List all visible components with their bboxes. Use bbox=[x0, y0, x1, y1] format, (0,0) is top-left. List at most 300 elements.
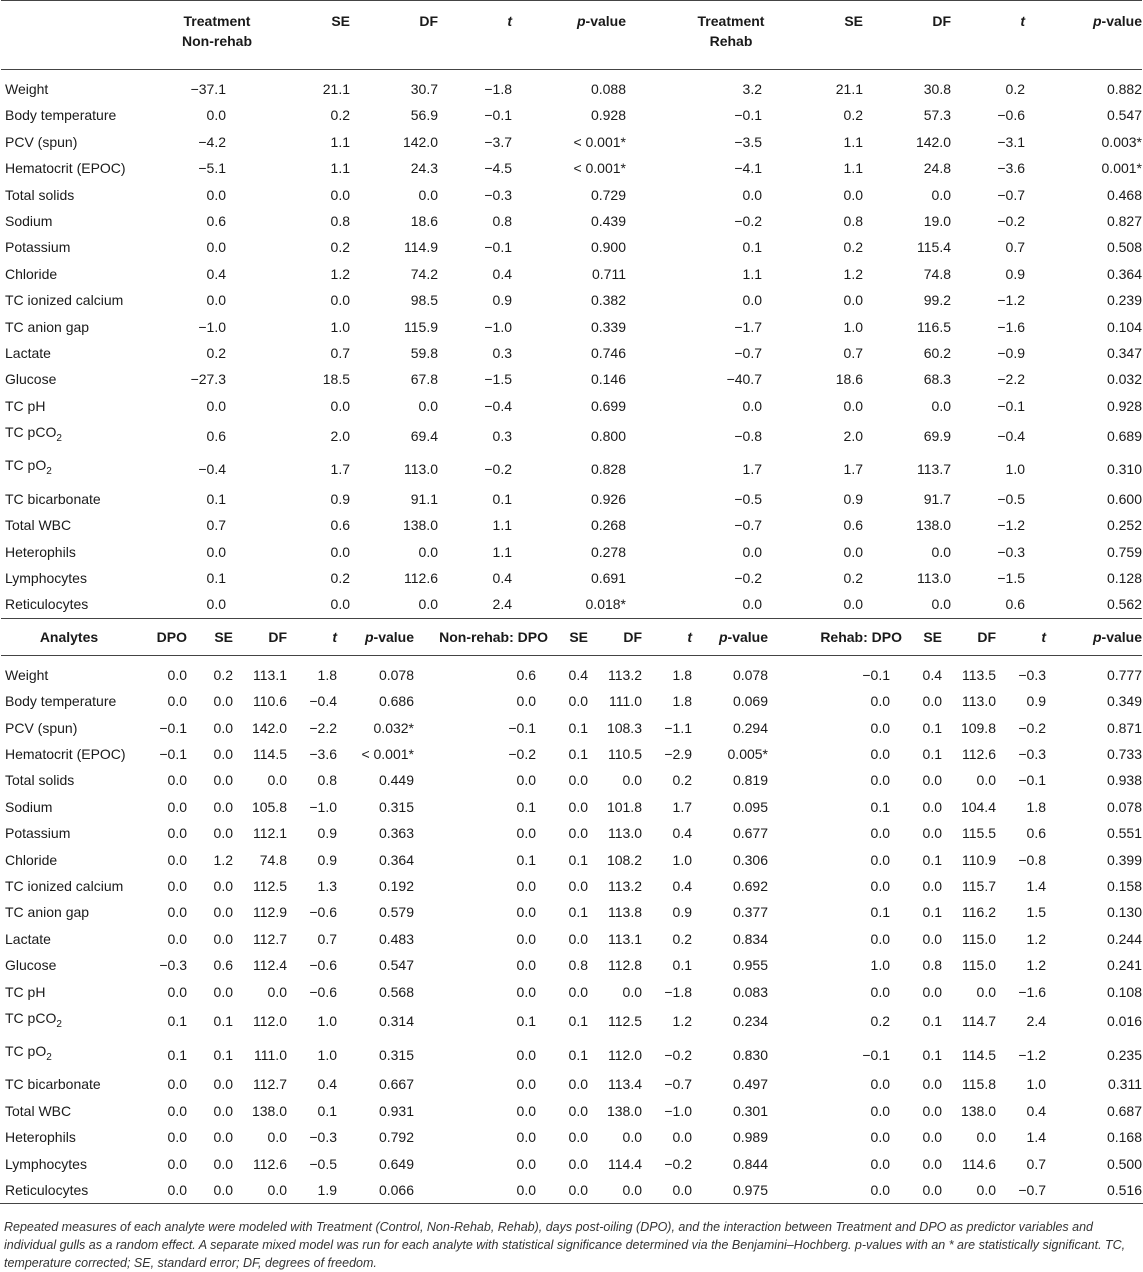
table-cell: −2.2 bbox=[309, 719, 337, 736]
table-cell: 1.2 bbox=[1026, 930, 1046, 947]
table-row bbox=[1, 767, 1142, 793]
analyte-subscript: 2 bbox=[56, 433, 62, 445]
table-cell: 0.104 bbox=[1106, 318, 1142, 335]
table-cell: 2.0 bbox=[330, 427, 350, 444]
table-cell: 0.928 bbox=[590, 107, 626, 124]
table-cell: 0.0 bbox=[206, 292, 226, 309]
table-cell: 0.691 bbox=[590, 569, 626, 586]
table-cell: 0.315 bbox=[378, 1046, 414, 1063]
table-cell: 0.1 bbox=[742, 239, 762, 256]
table-cell: 67.8 bbox=[410, 371, 438, 388]
table-row bbox=[1, 486, 1142, 512]
table-cell: 0.1 bbox=[167, 1013, 187, 1030]
analyte-label: TC ionized calcium bbox=[5, 292, 124, 309]
table-cell: −0.3 bbox=[997, 543, 1025, 560]
table-cell: 1.8 bbox=[1026, 798, 1046, 815]
table-cell: 0.0 bbox=[931, 186, 951, 203]
table-cell: 0.0 bbox=[418, 543, 438, 560]
table-cell: 2.4 bbox=[1026, 1013, 1046, 1030]
table-cell: −1.0 bbox=[198, 318, 226, 335]
analyte-name bbox=[1, 820, 137, 846]
header-df: DF bbox=[350, 1, 438, 70]
analyte-name bbox=[1, 1005, 137, 1038]
table-cell: 0.005* bbox=[727, 745, 768, 762]
table-cell: 0.0 bbox=[516, 983, 536, 1000]
table-row bbox=[1, 820, 1142, 846]
table-cell: 0.078 bbox=[378, 666, 414, 683]
table-cell: −2.9 bbox=[664, 745, 692, 762]
table-cell: −4.5 bbox=[484, 160, 512, 177]
table-cell: 0.278 bbox=[590, 543, 626, 560]
table-cell: 0.7 bbox=[843, 345, 863, 362]
table-cell: 0.0 bbox=[931, 596, 951, 613]
table-cell: −1.2 bbox=[997, 517, 1025, 534]
header-treatment-nonrehab bbox=[157, 1, 252, 70]
analyte-name bbox=[1, 1124, 137, 1150]
analyte-name bbox=[1, 155, 157, 181]
table-cell: 112.5 bbox=[253, 877, 287, 894]
analyte-name bbox=[1, 767, 137, 793]
table-cell: < 0.001* bbox=[573, 133, 626, 150]
table-row bbox=[1, 452, 1142, 485]
table-cell: 0.244 bbox=[1106, 930, 1142, 947]
header-t: t bbox=[438, 1, 512, 70]
table-cell: 0.0 bbox=[516, 957, 536, 974]
table-cell: 0.0 bbox=[922, 1129, 942, 1146]
table-cell: 0.0 bbox=[568, 772, 588, 789]
analyte-label: TC pH bbox=[5, 983, 46, 1000]
table-cell: 98.5 bbox=[410, 292, 438, 309]
table-cell: 0.4 bbox=[492, 265, 512, 282]
table-cell: 0.0 bbox=[516, 1076, 536, 1093]
table-cell: 0.6 bbox=[213, 957, 233, 974]
table-cell: 0.819 bbox=[732, 772, 768, 789]
table-cell: 0.777 bbox=[1106, 666, 1142, 683]
table-cell: 1.1 bbox=[843, 160, 863, 177]
treatment-effects-table bbox=[1, 0, 1142, 618]
table-cell: 0.315 bbox=[378, 798, 414, 815]
table-cell: 0.0 bbox=[330, 543, 350, 560]
table-cell: 69.4 bbox=[410, 427, 438, 444]
table-cell: 115.0 bbox=[962, 930, 996, 947]
table-cell: 142.0 bbox=[402, 133, 438, 150]
table-cell: 0.4 bbox=[492, 569, 512, 586]
table-cell: −4.2 bbox=[198, 133, 226, 150]
table-cell: 24.8 bbox=[923, 160, 951, 177]
table-cell: 1.0 bbox=[317, 1046, 337, 1063]
table-cell: 0.2 bbox=[843, 569, 863, 586]
table-cell: 0.562 bbox=[1106, 596, 1142, 613]
table-cell: 0.677 bbox=[732, 825, 768, 842]
table-cell: −1.2 bbox=[997, 292, 1025, 309]
table-cell: 0.364 bbox=[1106, 265, 1142, 282]
table-cell: 0.078 bbox=[1106, 798, 1142, 815]
table-cell: 112.9 bbox=[253, 904, 287, 921]
table-cell: 113.0 bbox=[404, 460, 438, 477]
table-cell: 68.3 bbox=[923, 371, 951, 388]
table-row bbox=[1, 366, 1142, 392]
table-cell: 0.0 bbox=[870, 851, 890, 868]
table-cell: 0.8 bbox=[922, 957, 942, 974]
table-cell: 112.7 bbox=[253, 930, 287, 947]
table-cell: 2.0 bbox=[843, 427, 863, 444]
table-cell: 0.687 bbox=[1106, 1102, 1142, 1119]
table-cell: 1.0 bbox=[317, 1013, 337, 1030]
table-cell: 30.7 bbox=[410, 81, 438, 97]
table-cell: −1.7 bbox=[734, 318, 762, 335]
table-cell: 0.0 bbox=[167, 825, 187, 842]
table-cell: 0.2 bbox=[843, 239, 863, 256]
analyte-name bbox=[1, 340, 157, 366]
table-cell: −37.1 bbox=[190, 81, 226, 97]
header-blank bbox=[1, 1, 157, 70]
analyte-name bbox=[1, 314, 157, 340]
table-cell: 0.0 bbox=[206, 107, 226, 124]
table-row bbox=[1, 261, 1142, 287]
table-cell: 0.871 bbox=[1106, 719, 1142, 736]
table-cell: 0.0 bbox=[922, 877, 942, 894]
table-cell: 0.1 bbox=[206, 569, 226, 586]
analyte-label: Total solids bbox=[5, 186, 75, 203]
table-cell: 0.032* bbox=[373, 719, 414, 736]
table-cell: 0.0 bbox=[330, 292, 350, 309]
analyte-name bbox=[1, 539, 157, 565]
analyte-label: TC pCO bbox=[5, 424, 57, 441]
analyte-label: TC anion gap bbox=[5, 318, 90, 335]
analyte-name bbox=[1, 794, 137, 820]
analyte-name bbox=[1, 715, 137, 741]
table-cell: 0.8 bbox=[568, 957, 588, 974]
table-cell: 1.7 bbox=[330, 460, 350, 477]
table-cell: 1.7 bbox=[742, 460, 762, 477]
table-cell: −0.6 bbox=[309, 904, 337, 921]
table-cell: 114.6 bbox=[962, 1155, 996, 1172]
table-cell: 0.0 bbox=[213, 1076, 233, 1093]
table-cell: 0.0 bbox=[843, 186, 863, 203]
table-cell: 91.7 bbox=[923, 490, 951, 507]
table-row bbox=[1, 182, 1142, 208]
analyte-label: PCV (spun) bbox=[5, 719, 78, 736]
table-row bbox=[1, 314, 1142, 340]
table-row bbox=[1, 393, 1142, 419]
table-cell: 115.4 bbox=[917, 239, 951, 256]
table-cell: −1.6 bbox=[1018, 983, 1046, 1000]
table-cell: 0.0 bbox=[922, 1155, 942, 1172]
table-cell: 0.066 bbox=[378, 1182, 414, 1199]
table-cell: 57.3 bbox=[923, 107, 951, 124]
table-cell: −0.2 bbox=[734, 569, 762, 586]
header-dpo: DPO bbox=[137, 618, 187, 655]
analyte-label: TC bicarbonate bbox=[5, 1076, 101, 1093]
table-cell: 1.9 bbox=[317, 1182, 337, 1199]
table-cell: 0.1 bbox=[206, 490, 226, 507]
table-cell: 0.1 bbox=[516, 1013, 536, 1030]
header-treatment-rehab bbox=[626, 1, 772, 70]
table-cell: 0.2 bbox=[330, 239, 350, 256]
table-cell: −0.1 bbox=[862, 1046, 890, 1063]
analyte-name bbox=[1, 366, 157, 392]
table-cell: 0.508 bbox=[1106, 239, 1142, 256]
analyte-label: Heterophils bbox=[5, 1129, 76, 1146]
table-cell: 0.0 bbox=[742, 596, 762, 613]
table-cell: 114.5 bbox=[253, 745, 287, 762]
table-cell: 0.1 bbox=[922, 719, 942, 736]
table-cell: 1.7 bbox=[843, 460, 863, 477]
table-cell: 0.926 bbox=[590, 490, 626, 507]
table-cell: 114.9 bbox=[404, 239, 438, 256]
table-cell: 0.310 bbox=[1106, 460, 1142, 477]
table-cell: 0.0 bbox=[167, 1182, 187, 1199]
header-se-rehab: SE bbox=[772, 1, 863, 70]
table-footnote: Repeated measures of each analyte were modeled with Treatment (Control, Non-Rehab, Rehab), days post-oiling (DPO), and the interaction between Treatment and DPO as predictor variables and individual gulls as a random effect. A separate mixed model was run for each analyte with statistical significance determined via the Benjamini–Hochberg. p-values with an * are statistically significant. TC, temperature corrected; SE, standard error; DF, degrees of freedom. bbox=[4, 1220, 1126, 1271]
table-cell: 0.0 bbox=[568, 1076, 588, 1093]
table-cell: 113.2 bbox=[608, 666, 642, 683]
table-cell: 0.234 bbox=[732, 1013, 768, 1030]
table-cell: 0.0 bbox=[516, 1129, 536, 1146]
table-cell: 30.8 bbox=[923, 81, 951, 97]
table-cell: 0.4 bbox=[317, 1076, 337, 1093]
table-cell: 0.468 bbox=[1106, 186, 1142, 203]
table-cell: 113.0 bbox=[608, 825, 642, 842]
table-cell: 1.1 bbox=[742, 265, 762, 282]
table-cell: 0.0 bbox=[870, 693, 890, 710]
table-cell: 18.6 bbox=[835, 371, 863, 388]
table-cell: 0.0 bbox=[622, 1182, 642, 1199]
table-cell: −4.1 bbox=[734, 160, 762, 177]
table-cell: 1.0 bbox=[330, 318, 350, 335]
header-treatment-nonrehab-line1: Treatment bbox=[183, 13, 251, 29]
table-cell: 112.1 bbox=[253, 825, 287, 842]
table-cell: 0.0 bbox=[922, 693, 942, 710]
table-cell: 0.0 bbox=[568, 983, 588, 1000]
table-cell: −1.1 bbox=[664, 719, 692, 736]
table-cell: 138.0 bbox=[251, 1102, 287, 1119]
dpo-effects-table bbox=[1, 618, 1142, 1204]
table-cell: 0.095 bbox=[732, 798, 768, 815]
table-cell: 114.5 bbox=[962, 1046, 996, 1063]
table-cell: 0.579 bbox=[378, 904, 414, 921]
analyte-name bbox=[1, 1071, 137, 1097]
analyte-name bbox=[1, 512, 157, 538]
table-cell: 1.8 bbox=[317, 666, 337, 683]
table-cell: 0.6 bbox=[206, 427, 226, 444]
table-cell: 0.6 bbox=[206, 213, 226, 230]
header-p-value: p-value bbox=[512, 1, 626, 70]
table-cell: 0.314 bbox=[378, 1013, 414, 1030]
table-cell: 0.989 bbox=[732, 1129, 768, 1146]
table-cell: 112.5 bbox=[608, 1013, 642, 1030]
table-row bbox=[1, 1038, 1142, 1071]
table-cell: 0.1 bbox=[870, 904, 890, 921]
analyte-label: Reticulocytes bbox=[5, 596, 89, 613]
table-cell: 113.0 bbox=[917, 569, 951, 586]
table-row bbox=[1, 591, 1142, 617]
table-cell: 112.7 bbox=[253, 1076, 287, 1093]
table-cell: 1.1 bbox=[492, 543, 512, 560]
table-cell: 0.689 bbox=[1106, 427, 1142, 444]
table-cell: −0.3 bbox=[1018, 745, 1046, 762]
table-cell: 0.0 bbox=[206, 397, 226, 414]
table-cell: −0.3 bbox=[309, 1129, 337, 1146]
table-cell: 142.0 bbox=[915, 133, 951, 150]
table-cell: 0.6 bbox=[1005, 596, 1025, 613]
table-cell: 0.0 bbox=[213, 1182, 233, 1199]
table-cell: 0.0 bbox=[922, 1076, 942, 1093]
table-cell: 0.0 bbox=[870, 983, 890, 1000]
table-cell: 0.0 bbox=[568, 693, 588, 710]
table-cell: 0.7 bbox=[317, 930, 337, 947]
table-cell: 0.0 bbox=[167, 983, 187, 1000]
table-cell: 0.349 bbox=[1106, 693, 1142, 710]
table-cell: 0.1 bbox=[922, 1013, 942, 1030]
table-cell: 0.9 bbox=[317, 851, 337, 868]
table-cell: 0.0 bbox=[922, 798, 942, 815]
table-cell: −0.2 bbox=[997, 213, 1025, 230]
table-cell: 59.8 bbox=[410, 345, 438, 362]
table-cell: 0.083 bbox=[732, 983, 768, 1000]
table-cell: 0.0 bbox=[976, 1129, 996, 1146]
table-cell: −3.6 bbox=[309, 745, 337, 762]
table-row bbox=[1, 512, 1142, 538]
analyte-label: Hematocrit (EPOC) bbox=[5, 745, 126, 762]
table-cell: 0.146 bbox=[590, 371, 626, 388]
table-cell: 0.0 bbox=[167, 1129, 187, 1146]
table-cell: 0.0 bbox=[213, 904, 233, 921]
table-cell: 0.0 bbox=[516, 877, 536, 894]
table-cell: 115.0 bbox=[962, 957, 996, 974]
table-cell: 0.0 bbox=[922, 825, 942, 842]
table-cell: −1.8 bbox=[484, 81, 512, 97]
table-cell: 0.0 bbox=[206, 543, 226, 560]
table-cell: 0.733 bbox=[1106, 745, 1142, 762]
table-cell: 1.1 bbox=[492, 517, 512, 534]
table-cell: 113.0 bbox=[962, 693, 996, 710]
table-cell: 0.088 bbox=[590, 81, 626, 97]
table-cell: 0.2 bbox=[870, 1013, 890, 1030]
table-cell: 138.0 bbox=[402, 517, 438, 534]
table-cell: −1.5 bbox=[997, 569, 1025, 586]
table-cell: 0.0 bbox=[870, 745, 890, 762]
table-row bbox=[1, 287, 1142, 313]
table-cell: 0.0 bbox=[206, 186, 226, 203]
analyte-label: Sodium bbox=[5, 213, 53, 230]
table-cell: 0.1 bbox=[568, 851, 588, 868]
table-cell: −3.6 bbox=[997, 160, 1025, 177]
table-cell: 0.828 bbox=[590, 460, 626, 477]
table-cell: 109.8 bbox=[960, 719, 996, 736]
table-cell: 0.0 bbox=[213, 772, 233, 789]
header-nonrehab-df: DF bbox=[588, 618, 642, 655]
analyte-name bbox=[1, 1177, 137, 1203]
table-cell: 0.363 bbox=[378, 825, 414, 842]
table-cell: 0.1 bbox=[568, 719, 588, 736]
table-cell: 0.6 bbox=[330, 517, 350, 534]
table-cell: 0.192 bbox=[378, 877, 414, 894]
header-analytes: Analytes bbox=[1, 618, 137, 655]
table-cell: 0.0 bbox=[568, 877, 588, 894]
table-row bbox=[1, 979, 1142, 1005]
table-cell: 0.0 bbox=[568, 798, 588, 815]
analyte-label: Total solids bbox=[5, 772, 75, 789]
table-cell: 0.0 bbox=[516, 930, 536, 947]
header-rehab-dpo: Rehab: DPO bbox=[768, 618, 902, 655]
table-cell: 0.347 bbox=[1106, 345, 1142, 362]
table-cell: −0.7 bbox=[734, 517, 762, 534]
analyte-label: TC pCO bbox=[5, 1010, 57, 1026]
table-row bbox=[1, 1177, 1142, 1203]
table-cell: 0.0 bbox=[167, 693, 187, 710]
table-cell: 0.0 bbox=[516, 1102, 536, 1119]
table-cell: 0.568 bbox=[378, 983, 414, 1000]
table-cell: 0.547 bbox=[378, 957, 414, 974]
table-cell: 0.0 bbox=[843, 292, 863, 309]
table-cell: 0.1 bbox=[870, 798, 890, 815]
table-cell: 0.882 bbox=[1106, 81, 1142, 97]
table-cell: 0.241 bbox=[1106, 957, 1142, 974]
table-cell: 0.497 bbox=[732, 1076, 768, 1093]
table-cell: 0.0 bbox=[568, 825, 588, 842]
table-cell: 0.0 bbox=[213, 693, 233, 710]
table-cell: 0.0 bbox=[568, 1182, 588, 1199]
table-cell: −3.1 bbox=[997, 133, 1025, 150]
table-row bbox=[1, 1071, 1142, 1097]
table-cell: 0.001* bbox=[1101, 160, 1142, 177]
table-cell: 1.3 bbox=[317, 877, 337, 894]
table-cell: 0.600 bbox=[1106, 490, 1142, 507]
table-cell: 0.9 bbox=[1026, 693, 1046, 710]
table-row bbox=[1, 741, 1142, 767]
table-cell: < 0.001* bbox=[573, 160, 626, 177]
table-cell: 0.0 bbox=[870, 877, 890, 894]
table-cell: 0.792 bbox=[378, 1129, 414, 1146]
analyte-label: TC pO bbox=[5, 457, 47, 474]
table-row bbox=[1, 1124, 1142, 1150]
table-cell: 112.6 bbox=[404, 569, 438, 586]
table-cell: 0.0 bbox=[931, 397, 951, 414]
table-cell: 0.1 bbox=[922, 1046, 942, 1063]
analyte-label: TC bicarbonate bbox=[5, 490, 101, 507]
table-cell: 0.483 bbox=[378, 930, 414, 947]
table-cell: −0.6 bbox=[309, 957, 337, 974]
table-cell: 74.8 bbox=[923, 265, 951, 282]
table-cell: −0.6 bbox=[997, 107, 1025, 124]
header-se: SE bbox=[248, 1, 350, 70]
table-row bbox=[1, 340, 1142, 366]
analyte-name bbox=[1, 208, 157, 234]
table-cell: 113.5 bbox=[962, 666, 996, 683]
table-cell: 1.0 bbox=[843, 318, 863, 335]
table-cell: −0.5 bbox=[734, 490, 762, 507]
header-nonrehab-dpo: Non-rehab: DPO bbox=[414, 618, 548, 655]
table-cell: 0.0 bbox=[931, 543, 951, 560]
table-cell: 0.0 bbox=[622, 772, 642, 789]
table-cell: −0.7 bbox=[1018, 1182, 1046, 1199]
analyte-label: Potassium bbox=[5, 825, 71, 842]
analyte-name bbox=[1, 452, 157, 485]
table-cell: 0.844 bbox=[732, 1155, 768, 1172]
analyte-name bbox=[1, 287, 157, 313]
table-row bbox=[1, 1098, 1142, 1124]
table-cell: 0.1 bbox=[167, 1046, 187, 1063]
table-cell: 1.0 bbox=[870, 957, 890, 974]
table-cell: −1.2 bbox=[1018, 1046, 1046, 1063]
analyte-name bbox=[1, 741, 137, 767]
table-cell: 0.6 bbox=[1026, 825, 1046, 842]
table-cell: 1.0 bbox=[1026, 1076, 1046, 1093]
table-cell: 0.746 bbox=[590, 345, 626, 362]
header-dpo-p-value: p-value bbox=[337, 618, 414, 655]
table-cell: −0.1 bbox=[997, 397, 1025, 414]
